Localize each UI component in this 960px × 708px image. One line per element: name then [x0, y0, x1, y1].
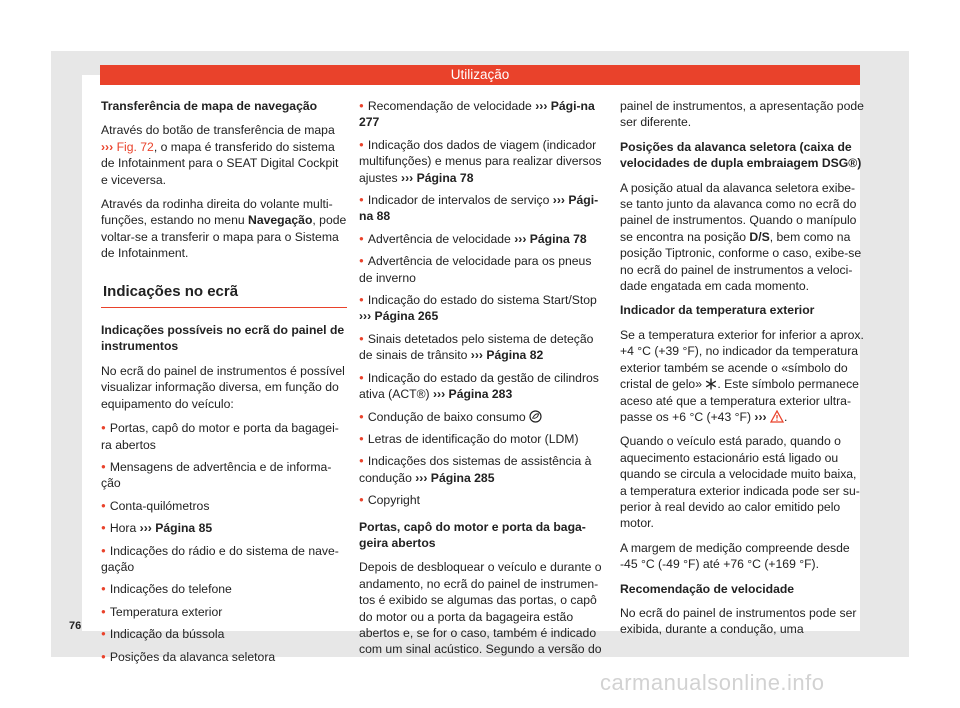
paragraph-selector-positions: A posição atual da alavanca seletora exibe-se tanto junto da alavanca como no ecrã do painel de instrumentos. Quando o manípulo se encontra na posição D/S, bem como na posição Tiptronic, conforme o caso, exibe-se no ecrã do painel de instrumentos a veloci-dade engatada em cada momento.	[620, 180, 862, 294]
list-item: ● Indicações dos sistemas de assistência à condução ››› Página 285	[359, 453, 605, 486]
list-item: ● Indicação do estado da gestão de cilindros ativa (ACT®) ››› Página 283	[359, 370, 605, 403]
list-item: ● Mensagens de advertência e de informa-ção	[101, 459, 347, 492]
list-item: ● Indicações do rádio e do sistema de nave-gação	[101, 543, 347, 576]
list-item: ● Advertência de velocidade ››› Página 78	[359, 231, 605, 247]
section-title: Indicações no ecrã	[101, 284, 347, 308]
list-item: ● Sinais detetados pelo sistema de deteção de sinais de trânsito ››› Página 82	[359, 331, 605, 364]
paragraph-possible-indications: No ecrã do painel de instrumentos é possível visualizar informação diversa, em função do equipamento do veículo:	[101, 363, 345, 411]
paragraph-map-transfer: Através do botão de transferência de mapa ››› Fig. 72, o mapa é transferido do sistema de Infotainment para o SEAT Digital Cockpit e viceversa.	[101, 123, 339, 187]
paragraph-wheel: Através da rodinha direita do volante multi-funções, estando no menu Navegação, pode voltar-se a transferir o mapa para o Sistema de Infotainment.	[101, 197, 347, 261]
page-number: 76	[69, 620, 82, 632]
list-item: ● Condução de baixo consumo	[359, 409, 605, 425]
page-ref-link[interactable]: ››› Página 78	[514, 231, 587, 246]
eco-icon	[529, 410, 542, 423]
column-2	[359, 98, 605, 666]
paragraph-outside-temp: Se a temperatura exterior for inferior a aprox. +4 °C (+39 °F), no indicador da temperatura exterior também se acende o «símbolo do cristal de gelo» . Este símbolo permanece aceso até que a temperatura exterior ultra-passe os +6 °C (+43 °F) ››› .	[620, 327, 864, 424]
paragraph-speed-recommendation: No ecrã do painel de instrumentos pode ser exibida, durante a condução, uma	[620, 605, 857, 637]
link-arrow[interactable]: ›››	[754, 409, 767, 424]
list-item: ● Indicação do estado do sistema Start/Stop ››› Página 265	[359, 292, 605, 325]
column-1	[101, 98, 347, 671]
list-item: ● Hora ››› Página 85	[101, 520, 347, 536]
heading-speed-recommendation: Recomendação de velocidade	[620, 581, 795, 596]
watermark: carmanualsonline.info	[600, 670, 825, 695]
link-fig-72[interactable]: Fig. 72	[116, 139, 154, 154]
column-3	[620, 98, 866, 646]
list-item: ● Temperatura exterior	[101, 604, 347, 620]
page-ref-link[interactable]: ››› Pági-na 277	[359, 99, 595, 130]
page-header: Utilização	[100, 65, 860, 85]
list-item: ● Indicador de intervalos de serviço ››› Pági-na 88	[359, 192, 605, 225]
page-ref-link[interactable]: ››› Página 265	[359, 309, 439, 324]
heading-doors-open: Portas, capô do motor e porta da baga-geira abertos	[359, 519, 586, 550]
list-item: ● Advertência de velocidade para os pneus de inverno	[359, 253, 605, 286]
warning-triangle-icon[interactable]	[770, 410, 784, 423]
heading-map-transfer: Transferência de mapa de navegação	[101, 99, 318, 113]
list-item: ● Portas, capô do motor e porta da bagagei-ra abertos	[101, 420, 347, 453]
list-item: ● Indicação dos dados de viagem (indicador multifunções) e menus para realizar diversos ajustes ››› Página 78	[359, 137, 605, 186]
page-ref-link[interactable]: ››› Página 85	[139, 521, 213, 536]
paragraph-continued: painel de instrumentos, a apresentação pode ser diferente.	[620, 99, 864, 130]
page-ref-link[interactable]: ››› Página 82	[470, 348, 544, 363]
list-item: ● Conta-quilómetros	[101, 498, 347, 514]
page-ref-link[interactable]: ››› Pági-na 88	[359, 193, 599, 224]
heading-outside-temp: Indicador da temperatura exterior	[620, 303, 815, 318]
list-item: ● Recomendação de velocidade ››› Pági-na 277	[359, 98, 605, 131]
page-ref-link[interactable]: ››› Página 283	[433, 387, 513, 402]
list-item: ● Letras de identificação do motor (LDM)	[359, 431, 605, 447]
link-arrow[interactable]: ›››	[101, 139, 114, 154]
heading-possible-indications: Indicações possíveis no ecrã do painel de instrumentos	[101, 323, 345, 354]
paragraph-doors-open: Depois de desbloquear o veículo e durante o andamento, no ecrã do painel de instrumen-tos é exibido se algumas das portas, o capô do motor ou a porta da bagageira estão abertos e, se for o caso, também é indicado com um sinal acústico. Segundo a versão do	[359, 560, 602, 657]
snowflake-icon	[705, 378, 717, 390]
list-item: ● Indicações do telefone	[101, 581, 347, 597]
page-ref-link[interactable]: ››› Página 285	[415, 470, 495, 485]
list-item: ● Posições da alavanca seletora	[101, 649, 347, 665]
paragraph-range: A margem de medição compreende desde -45 °C (-49 °F) até +76 °C (+169 °F).	[620, 540, 850, 572]
list-item: ● Copyright	[359, 492, 605, 508]
paragraph-parked: Quando o veículo está parado, quando o aquecimento estacionário está ligado ou quando se circula a velocidade muito baixa, a temperatura exterior indicada pode ser su-perior à real devido ao calor emitido pelo motor.	[620, 434, 860, 531]
list-item: ● Indicação da bússola	[101, 626, 347, 642]
page-ref-link[interactable]: ››› Página 78	[401, 170, 474, 185]
heading-selector-positions: Posições da alavanca seletora (caixa de velocidades de dupla embraiagem DSG®)	[620, 139, 862, 171]
